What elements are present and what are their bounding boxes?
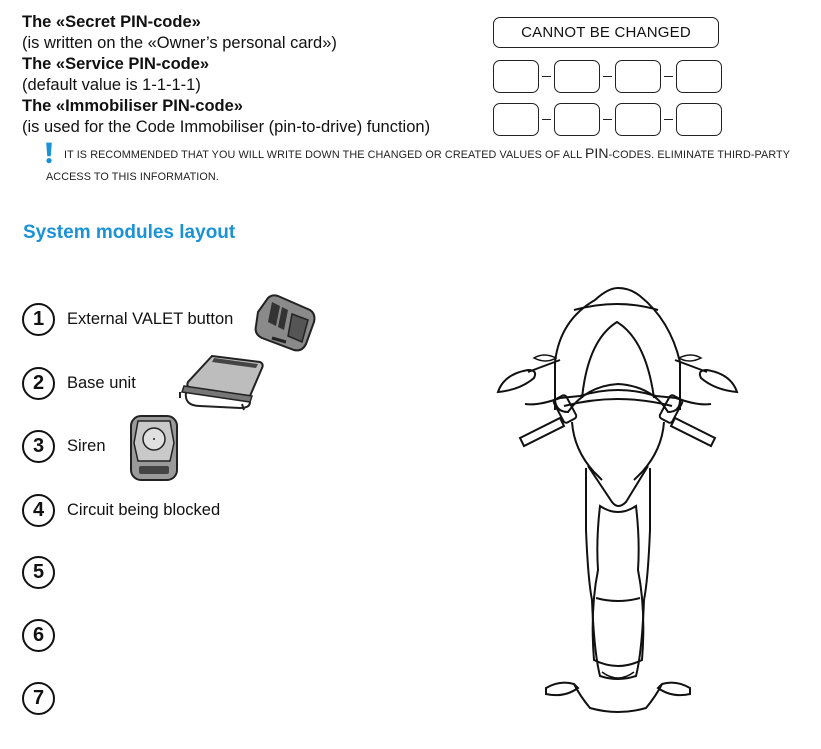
module-item-2 <box>22 367 136 400</box>
siren-icon <box>128 413 180 483</box>
module-label: Circuit being blocked <box>67 501 221 519</box>
service-pin-title: The «Service PIN-code» <box>22 55 210 73</box>
immobiliser-pin-digit-1[interactable] <box>493 103 539 136</box>
number-circle: 4 <box>22 494 55 527</box>
secret-pin-value-box: CANNOT BE CHANGED <box>493 17 719 48</box>
service-pin-digit-3[interactable] <box>615 60 661 93</box>
service-pin-boxes <box>493 60 722 93</box>
notice-text-pin: PIN <box>584 145 609 161</box>
immobiliser-pin-note: (is used for the Code Immobiliser (pin-to-drive) function) <box>22 118 431 136</box>
notice-text-a: IT IS RECOMMENDED THAT YOU WILL WRITE DOWN THE CHANGED OR CREATED VALUES OF ALL <box>64 149 585 161</box>
separator-dash <box>603 76 612 78</box>
number-circle: 6 <box>22 619 55 652</box>
number-circle: 7 <box>22 682 55 715</box>
immobiliser-pin-title: The «Immobiliser PIN-code» <box>22 97 243 115</box>
valet-button-icon <box>250 292 320 357</box>
module-label: Siren <box>67 437 106 455</box>
separator-dash <box>542 119 551 121</box>
section-title: System modules layout <box>23 222 236 243</box>
base-unit-icon <box>176 352 268 412</box>
motorcycle-diagram <box>490 280 740 740</box>
service-pin-note: (default value is 1-1-1-1) <box>22 76 201 94</box>
number-circle: 2 <box>22 367 55 400</box>
notice-line-1 <box>46 143 821 166</box>
separator-dash <box>664 76 673 78</box>
separator-dash <box>542 76 551 78</box>
exclamation-icon <box>45 140 53 166</box>
immobiliser-pin-boxes <box>493 103 722 136</box>
module-item-4 <box>22 494 220 527</box>
notice-line-2: ACCESS TO THIS INFORMATION. <box>46 171 219 183</box>
module-label: Base unit <box>67 374 136 392</box>
number-circle: 1 <box>22 303 55 336</box>
module-item-6 <box>22 619 67 652</box>
separator-dash <box>603 119 612 121</box>
immobiliser-pin-digit-2[interactable] <box>554 103 600 136</box>
pin-codes-description <box>22 12 430 138</box>
module-item-7 <box>22 682 67 715</box>
service-pin-digit-2[interactable] <box>554 60 600 93</box>
service-pin-digit-1[interactable] <box>493 60 539 93</box>
immobiliser-pin-digit-3[interactable] <box>615 103 661 136</box>
pin-notice <box>46 143 821 188</box>
module-item-3 <box>22 430 106 463</box>
notice-text-b: -CODES. ELIMINATE THIRD-PARTY <box>608 149 791 161</box>
separator-dash <box>664 119 673 121</box>
number-circle: 3 <box>22 430 55 463</box>
immobiliser-pin-digit-4[interactable] <box>676 103 722 136</box>
service-pin-digit-4[interactable] <box>676 60 722 93</box>
module-item-5 <box>22 556 67 589</box>
secret-pin-note: (is written on the «Owner’s personal card») <box>22 34 337 52</box>
module-label: External VALET button <box>67 310 234 328</box>
number-circle: 5 <box>22 556 55 589</box>
secret-pin-title: The «Secret PIN-code» <box>22 13 201 31</box>
module-item-1 <box>22 303 233 336</box>
